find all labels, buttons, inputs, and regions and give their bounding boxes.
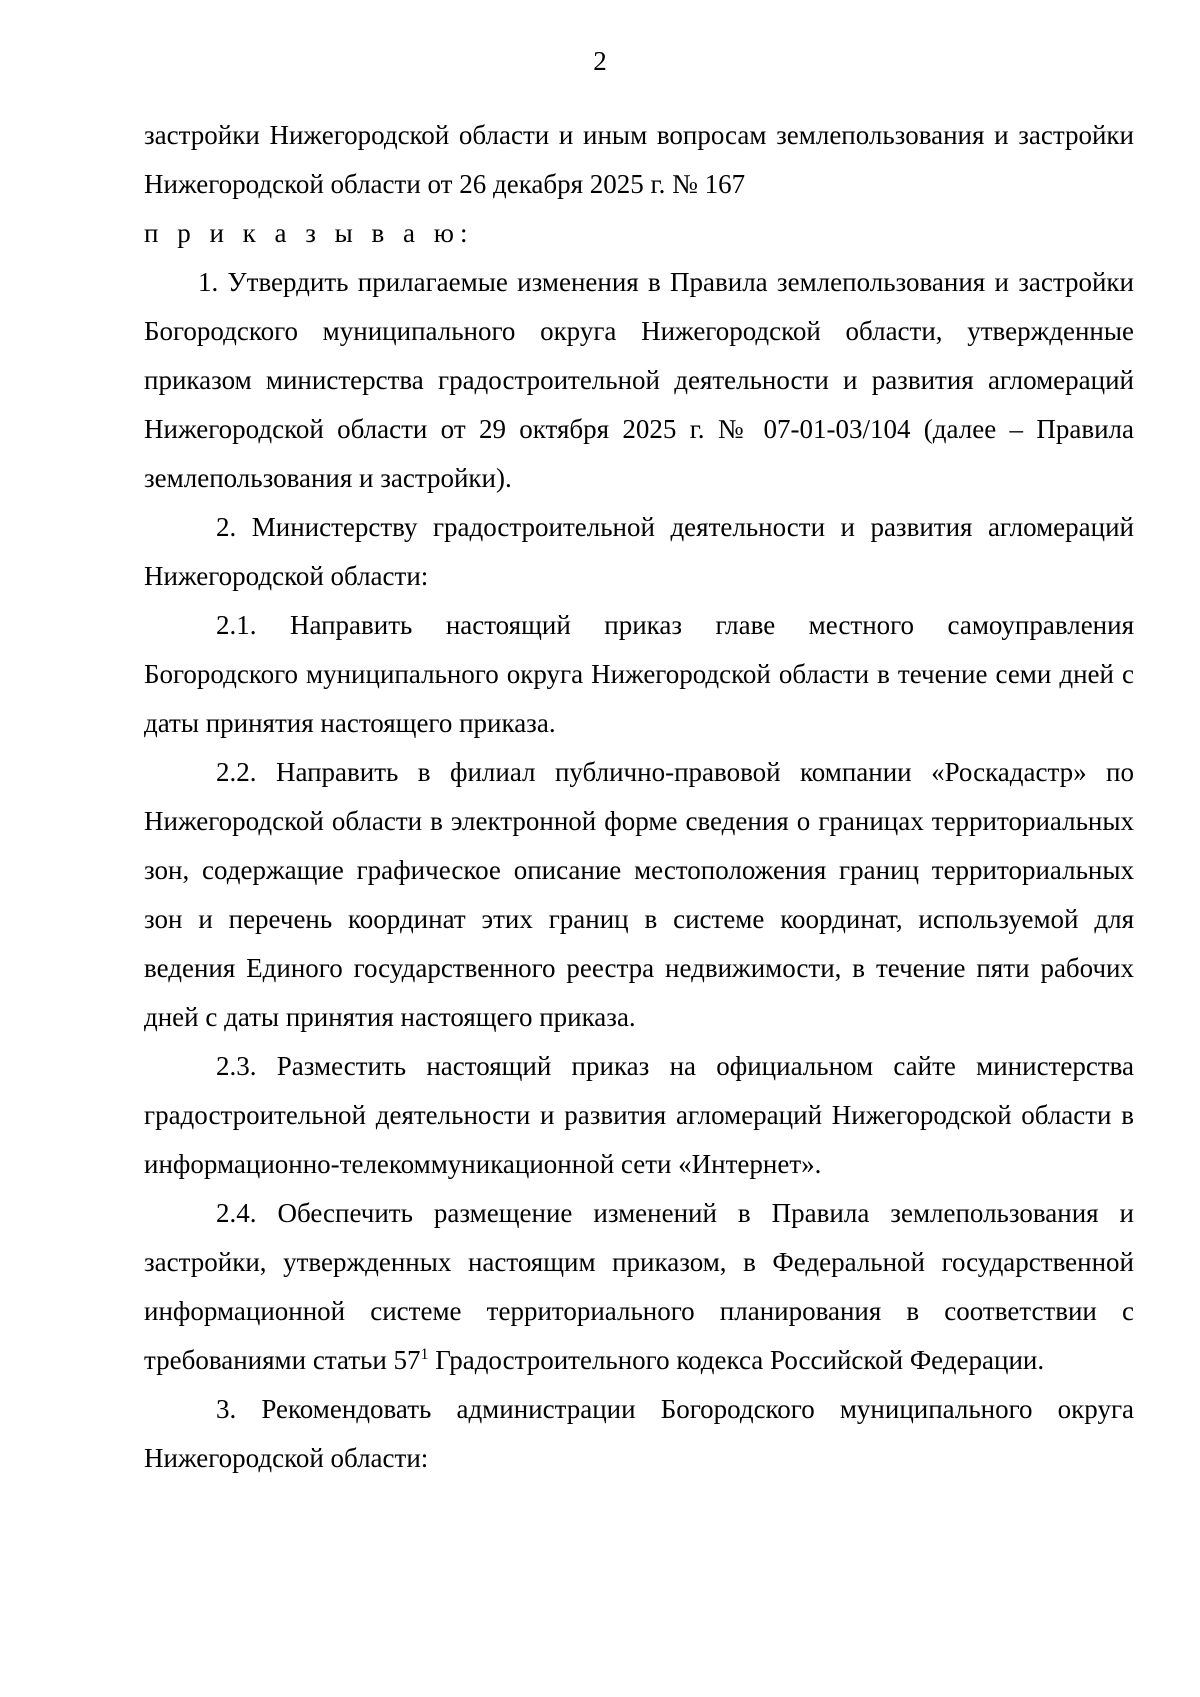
intro-paragraph: застройки Нижегородской области и иным вопросам землепользования и застройки Нижегородской области от 26 декабря 2025 г. № 167 bbox=[144, 120, 1134, 199]
clause-3: 3. Рекомендовать администрации Богородского муниципального округа Нижегородской области: bbox=[144, 1394, 1134, 1473]
clause-1: 1. Утвердить прилагаемые изменения в Правила землепользования и застройки Богородского муниципального округа Нижегородской области, утвержденные приказом министерства градостроительной деятельности и развития агломераций Нижегородской области от 29 октября 2025 г. № 07-01-03/104 (далее – Правила землепользования и застройки). bbox=[144, 267, 1134, 493]
clause-2-4-text: 2.4. Обеспечить размещение изменений в Правила землепользования и застройки, утвержденных настоящим приказом, в Федеральной государственной информационной системе территориального планирования в соответствии с требованиями статьи 57 bbox=[144, 1198, 1134, 1375]
document-body bbox=[144, 111, 1134, 1483]
clause-2-3: 2.3. Разместить настоящий приказ на официальном сайте министерства градостроительной деятельности и развития агломераций Нижегородской области в информационно-телекоммуникационной сети «Интернет». bbox=[144, 1051, 1134, 1179]
clause-2-2: 2.2. Направить в филиал публично-правовой компании «Роскадастр» по Нижегородской области в электронной форме сведения о границах территориальных зон, содержащие графическое описание местоположения границ территориальных зон и перечень координат этих границ в системе координат, используемой для ведения Единого государственного реестра недвижимости, в течение пяти рабочих дней с даты принятия настоящего приказа. bbox=[144, 757, 1134, 1032]
clause-2: 2. Министерству градостроительной деятельности и развития агломераций Нижегородской области: bbox=[144, 512, 1134, 591]
clause-2-4-text-end: Градостроительного кодекса Российской Федерации. bbox=[428, 1345, 1045, 1375]
page-number: 2 bbox=[593, 46, 607, 76]
clause-2-1: 2.1. Направить настоящий приказ главе местного самоуправления Богородского муниципального округа Нижегородской области в течение семи дней с даты принятия настоящего приказа. bbox=[144, 610, 1134, 738]
clause-2-4 bbox=[144, 1189, 1134, 1385]
order-word: п р и к а з ы в а ю: bbox=[144, 218, 474, 248]
clause-2-4-superscript: 1 bbox=[420, 1346, 429, 1363]
